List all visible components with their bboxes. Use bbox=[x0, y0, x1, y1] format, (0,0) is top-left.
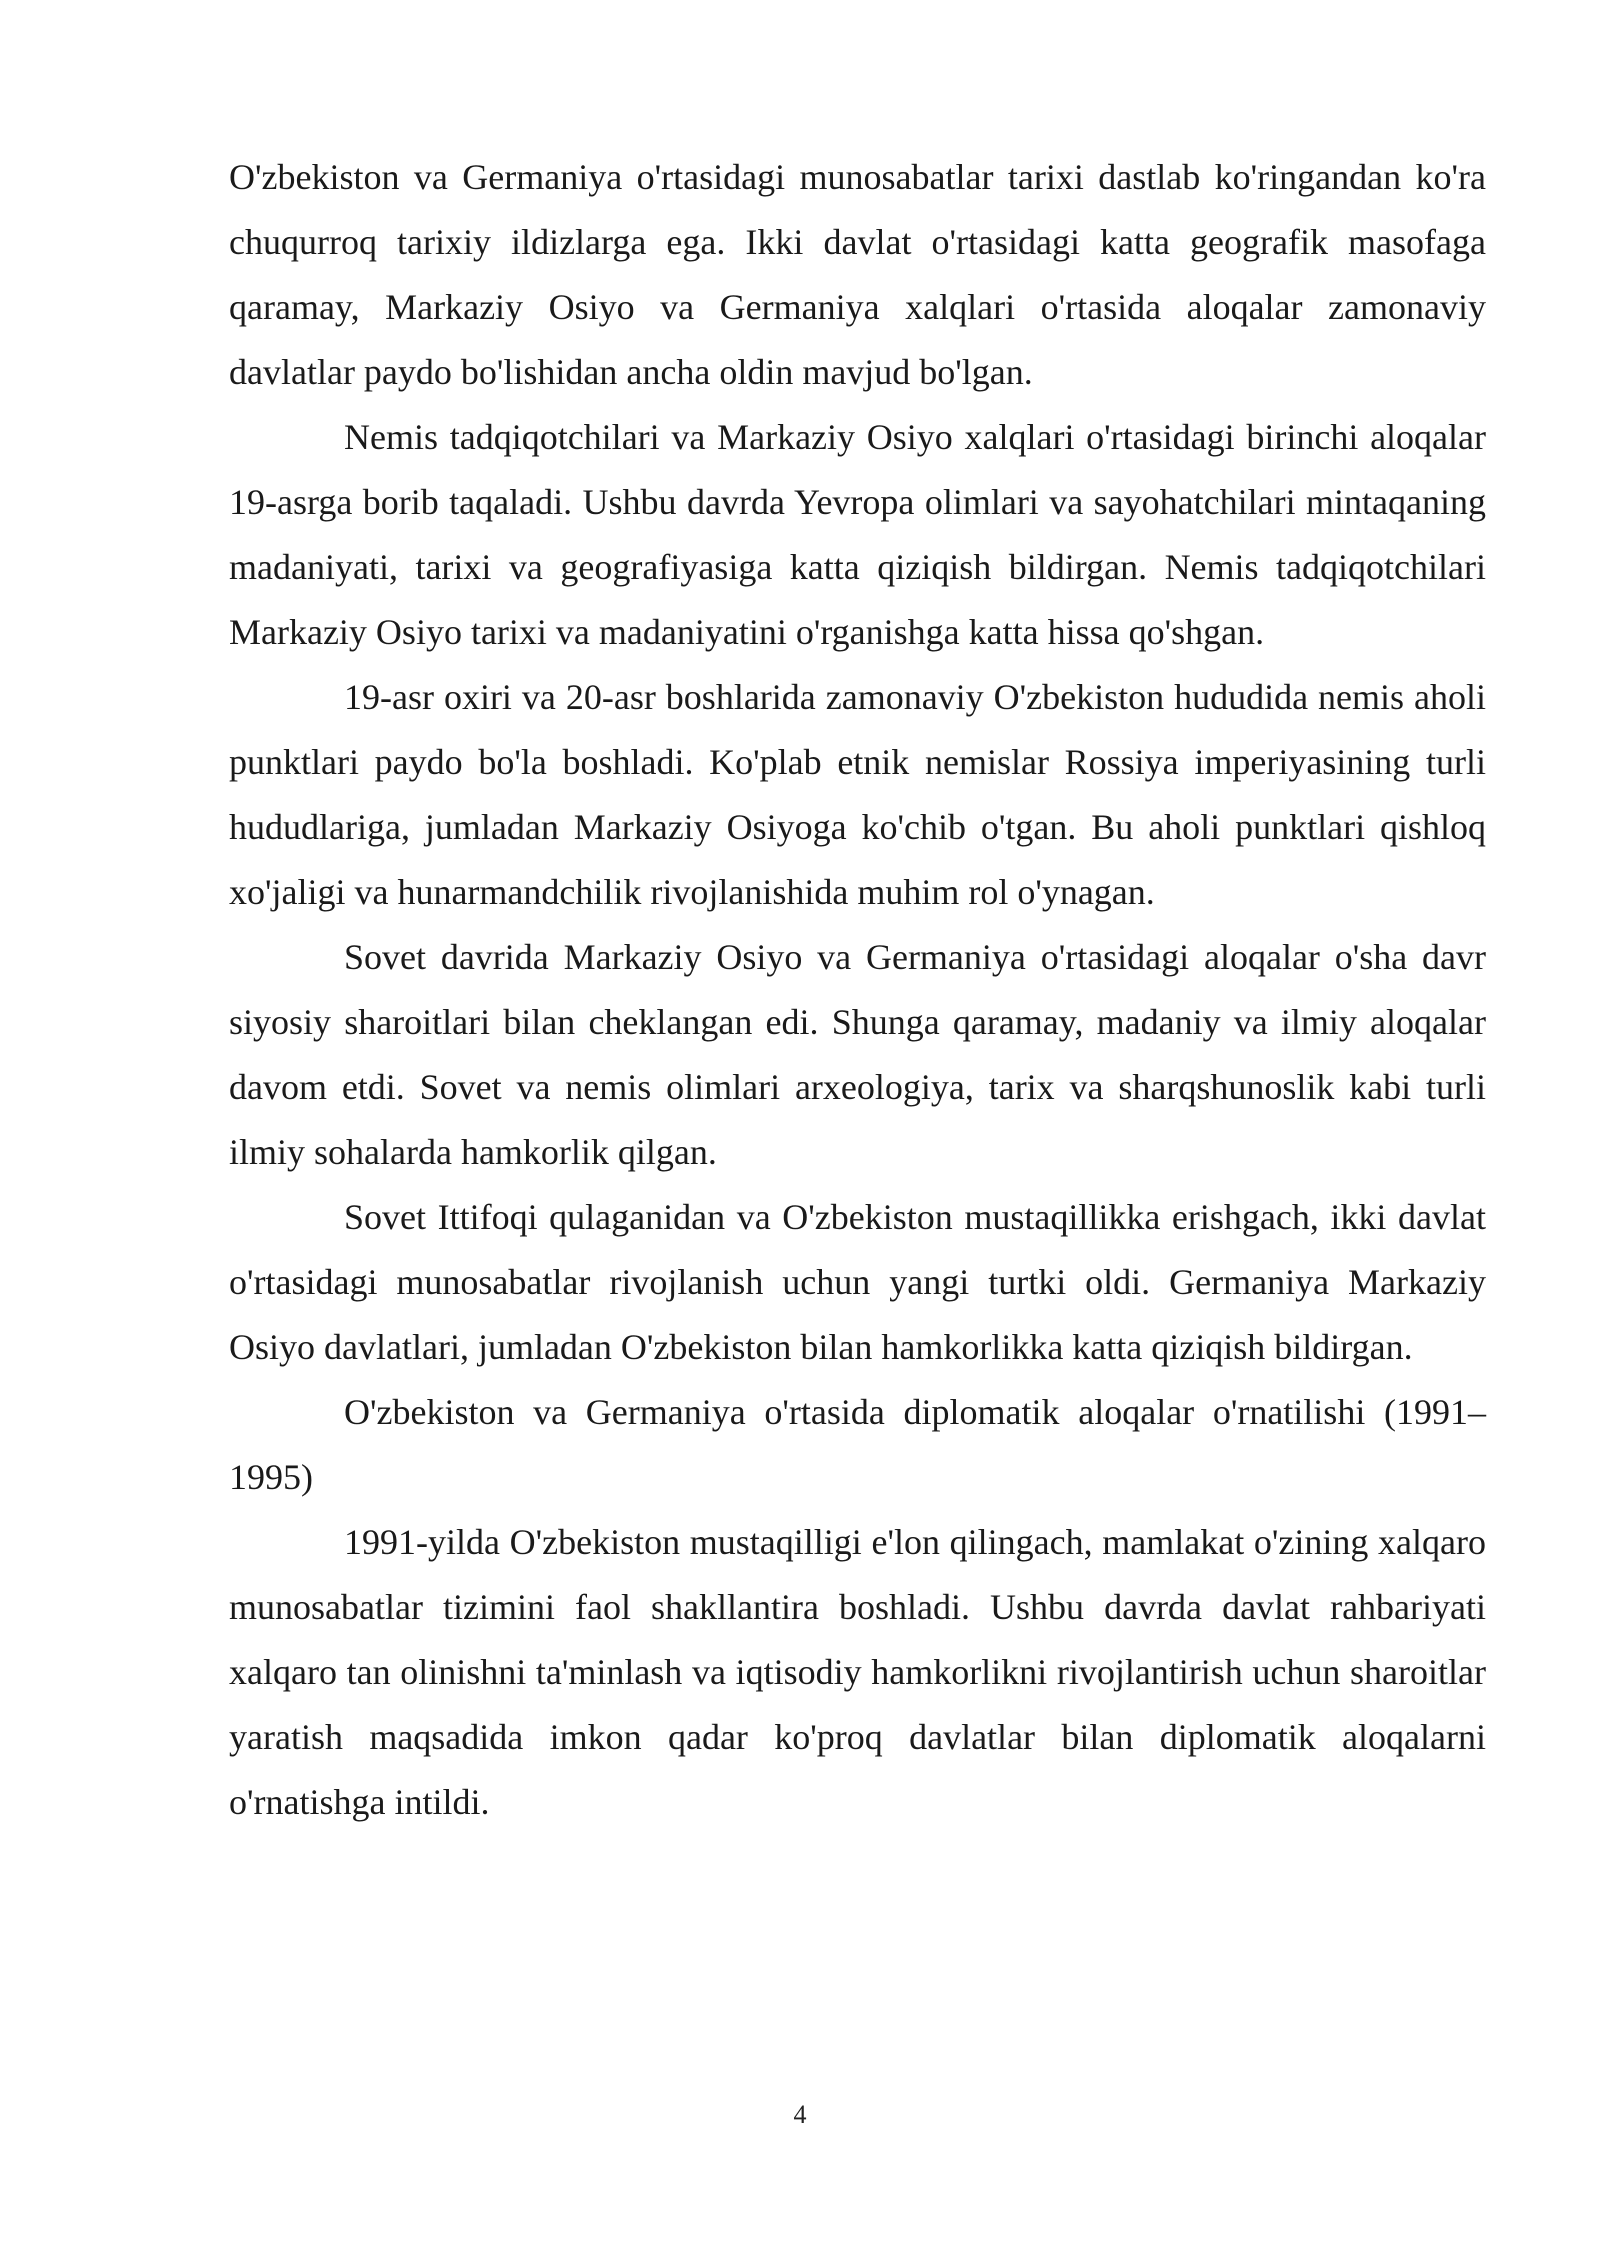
paragraph-intro: O'zbekiston va Germaniya o'rtasidagi munosabatlar tarixi dastlab ko'ringandan ko'ra chuqurroq tarixiy ildizlarga ega. Ikki davlat o'rtasidagi katta geografik masofaga qaramay, Markaziy Osiyo va Germaniya xalqlari o'rtasida aloqalar zamonaviy davlatlar paydo bo'lishidan ancha oldin mavjud bo'lgan. bbox=[229, 157, 1486, 392]
paragraph-independence: Sovet Ittifoqi qulaganidan va O'zbekiston mustaqillikka erishgach, ikki davlat o'rtasidagi munosabatlar rivojlanish uchun yangi turtki oldi. Germaniya Markaziy Osiyo davlatlari, jumladan O'zbekiston bilan hamkorlikka katta qiziqish bildirgan. bbox=[229, 1197, 1486, 1367]
paragraph-german-researchers: Nemis tadqiqotchilari va Markaziy Osiyo xalqlari o'rtasidagi birinchi aloqalar 19-asrga borib taqaladi. Ushbu davrda Yevropa olimlari va sayohatchilari mintaqaning madaniyati, tarixi va geografiyasiga katta qiziqish bildirgan. Nemis tadqiqotchilari Markaziy Osiyo tarixi va madaniyatini o'rganishga katta hissa qo'shgan. bbox=[229, 417, 1486, 652]
paragraph-german-settlements: 19-asr oxiri va 20-asr boshlarida zamonaviy O'zbekiston hududida nemis aholi punktlari paydo bo'la boshladi. Ko'plab etnik nemislar Rossiya imperiyasining turli hududlariga, jumladan Markaziy Osiyoga ko'chib o'tgan. Bu aholi punktlari qishloq xo'jaligi va hunarmandchilik rivojlanishida muhim rol o'ynagan. bbox=[229, 677, 1486, 912]
page-number: 4 bbox=[793, 2100, 807, 2129]
paragraph-1991: 1991-yilda O'zbekiston mustaqilligi e'lon qilingach, mamlakat o'zining xalqaro munosabatlar tizimini faol shakllantira boshladi. Ushbu davrda davlat rahbariyati xalqaro tan olinishni ta'minlash va iqtisodiy hamkorlikni rivojlantirish uchun sharoitlar yaratish maqsadida imkon qadar ko'proq davlatlar bilan diplomatik aloqalarni o'rnatishga intildi. bbox=[229, 1522, 1486, 1822]
paragraph-soviet-period: Sovet davrida Markaziy Osiyo va Germaniya o'rtasidagi aloqalar o'sha davr siyosiy sharoitlari bilan cheklangan edi. Shunga qaramay, madaniy va ilmiy aloqalar davom etdi. Sovet va nemis olimlari arxeologiya, tarix va sharqshunoslik kabi turli ilmiy sohalarda hamkorlik qilgan. bbox=[229, 937, 1486, 1172]
section-heading-diplomatic-relations: O'zbekiston va Germaniya o'rtasida diplomatik aloqalar o'rnatilishi (1991–1995) bbox=[229, 1392, 1486, 1497]
page-body bbox=[229, 145, 1486, 1835]
